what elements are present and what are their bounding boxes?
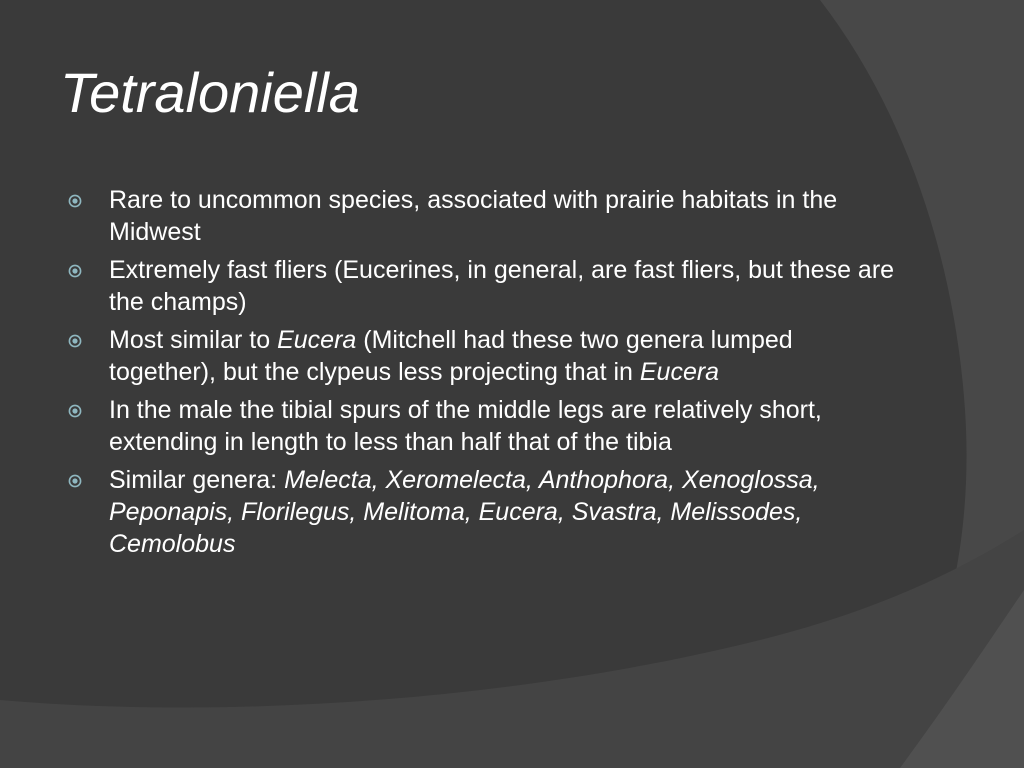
bullet-text [109,396,822,456]
circle-dot-icon [68,334,82,348]
bullet-list [68,184,898,566]
bullet-italic-text: Eucera [277,326,357,354]
bullet-plain-text: Similar genera: [109,466,285,494]
bullet-item [68,464,898,560]
bullet-item [68,324,898,388]
bullet-italic-text: Melecta, Xeromelecta, Anthophora, Xenoglossa, Peponapis, Florilegus, Melitoma, Eucera, Svastra, Melissodes, Cemolobus [109,466,820,558]
bullet-italic-text: Eucera [639,358,720,386]
bullet-plain-text: Most similar to [109,326,278,354]
circle-dot-icon [68,264,82,278]
bullet-text [109,186,837,246]
bullet-text [109,256,894,316]
bullet-text [109,466,820,558]
slide-title: Tetraloniella [60,61,360,124]
bullet-item [68,184,898,248]
bullet-plain-text: In the male the tibial spurs of the middle legs are relatively short, extending in length to less than half that of the tibia [109,396,822,456]
circle-dot-icon [68,474,82,488]
bullet-text [109,326,793,386]
circle-dot-icon [68,404,82,418]
bullet-item [68,394,898,458]
bullet-plain-text: Rare to uncommon species, associated with prairie habitats in the Midwest [109,186,838,246]
circle-dot-icon [68,194,82,208]
bullet-plain-text: Extremely fast fliers (Eucerines, in general, are fast fliers, but these are the champs) [109,256,895,316]
bullet-item [68,254,898,318]
bullet-plain-text: (Mitchell had these two genera lumped together), but the clypeus less projecting that in [109,326,793,386]
